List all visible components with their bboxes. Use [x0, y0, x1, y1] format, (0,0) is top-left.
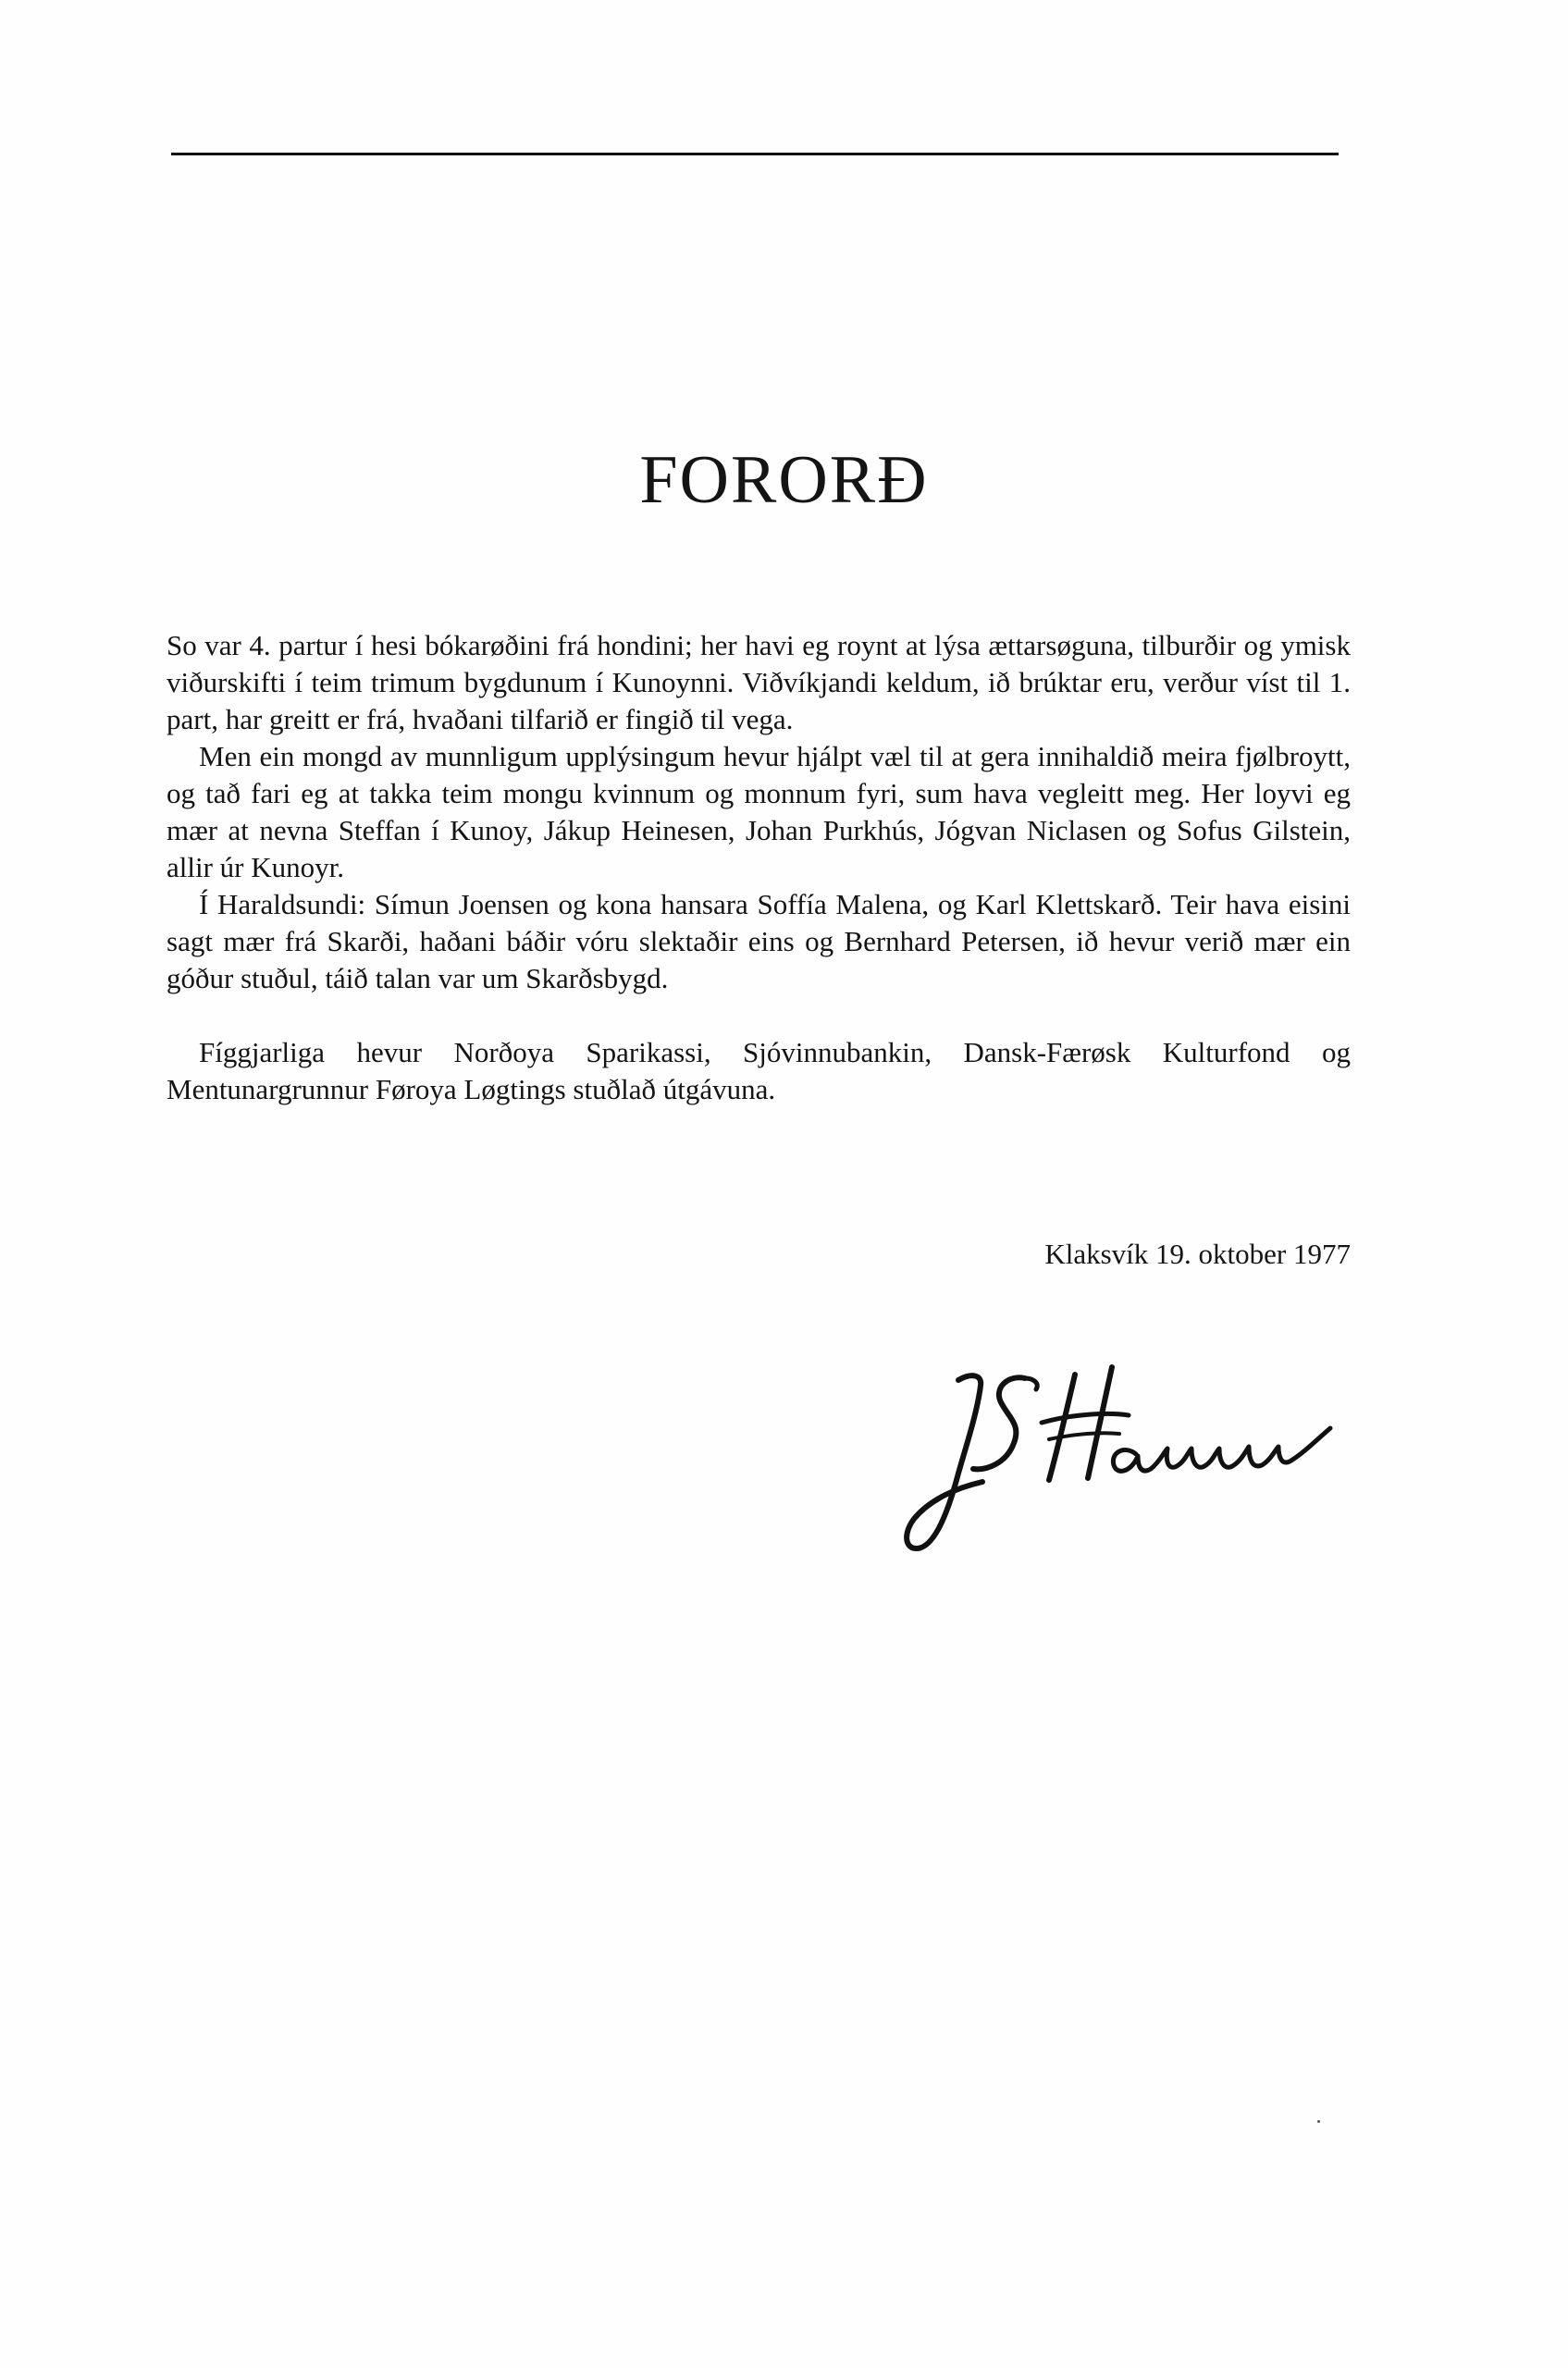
preface-body: [167, 627, 1351, 1108]
paragraph-3: Í Haraldsundi: Símun Joensen og kona hansara Soffía Malena, og Karl Klettskarð. Teir hava eisini sagt mær frá Skarði, haðani báðir vóru slektaðir eins og Bernhard Petersen, ið hevur verið mær ein góður stuðul, táið talan var um Skarðsbygd.: [167, 888, 1351, 994]
top-rule: [171, 153, 1339, 155]
paragraph-2: Men ein mongd av munnligum upplýsingum hevur hjálpt væl til at gera innihaldið meira fjølbroytt, og tað fari eg at takka teim mongu kvinnum og monnum fyri, sum hava vegleitt meg. Her loyvi eg mær at nevna Steffan í Kunoy, Jákup Heinesen, Johan Purkhús, Jógvan Niclasen og Sofus Gilstein, allir úr Kunoyr.: [167, 740, 1351, 883]
page-title: FORORÐ: [639, 442, 929, 518]
place-and-date: Klaksvík 19. oktober 1977: [1044, 1238, 1351, 1270]
scan-speck: [1317, 2120, 1320, 2123]
paragraph-1: So var 4. partur í hesi bókarøðini frá hondini; her havi eg roynt at lýsa ættarsøguna, tilburðir og ymisk viðurskifti í teim trimum bygdunum í Kunoynni. Viðvíkjandi keldum, ið brúktar eru, verður víst til 1. part, har greitt er frá, hvaðani tilfarið er fingið til vega.: [167, 629, 1351, 735]
handwritten-signature: [886, 1350, 1349, 1563]
paragraph-4: Fíggjarliga hevur Norðoya Sparikassi, Sjóvinnubankin, Dansk-Færøsk Kulturfond og Mentunargrunnur Føroya Løgtings stuðlað útgávuna.: [167, 1036, 1351, 1105]
